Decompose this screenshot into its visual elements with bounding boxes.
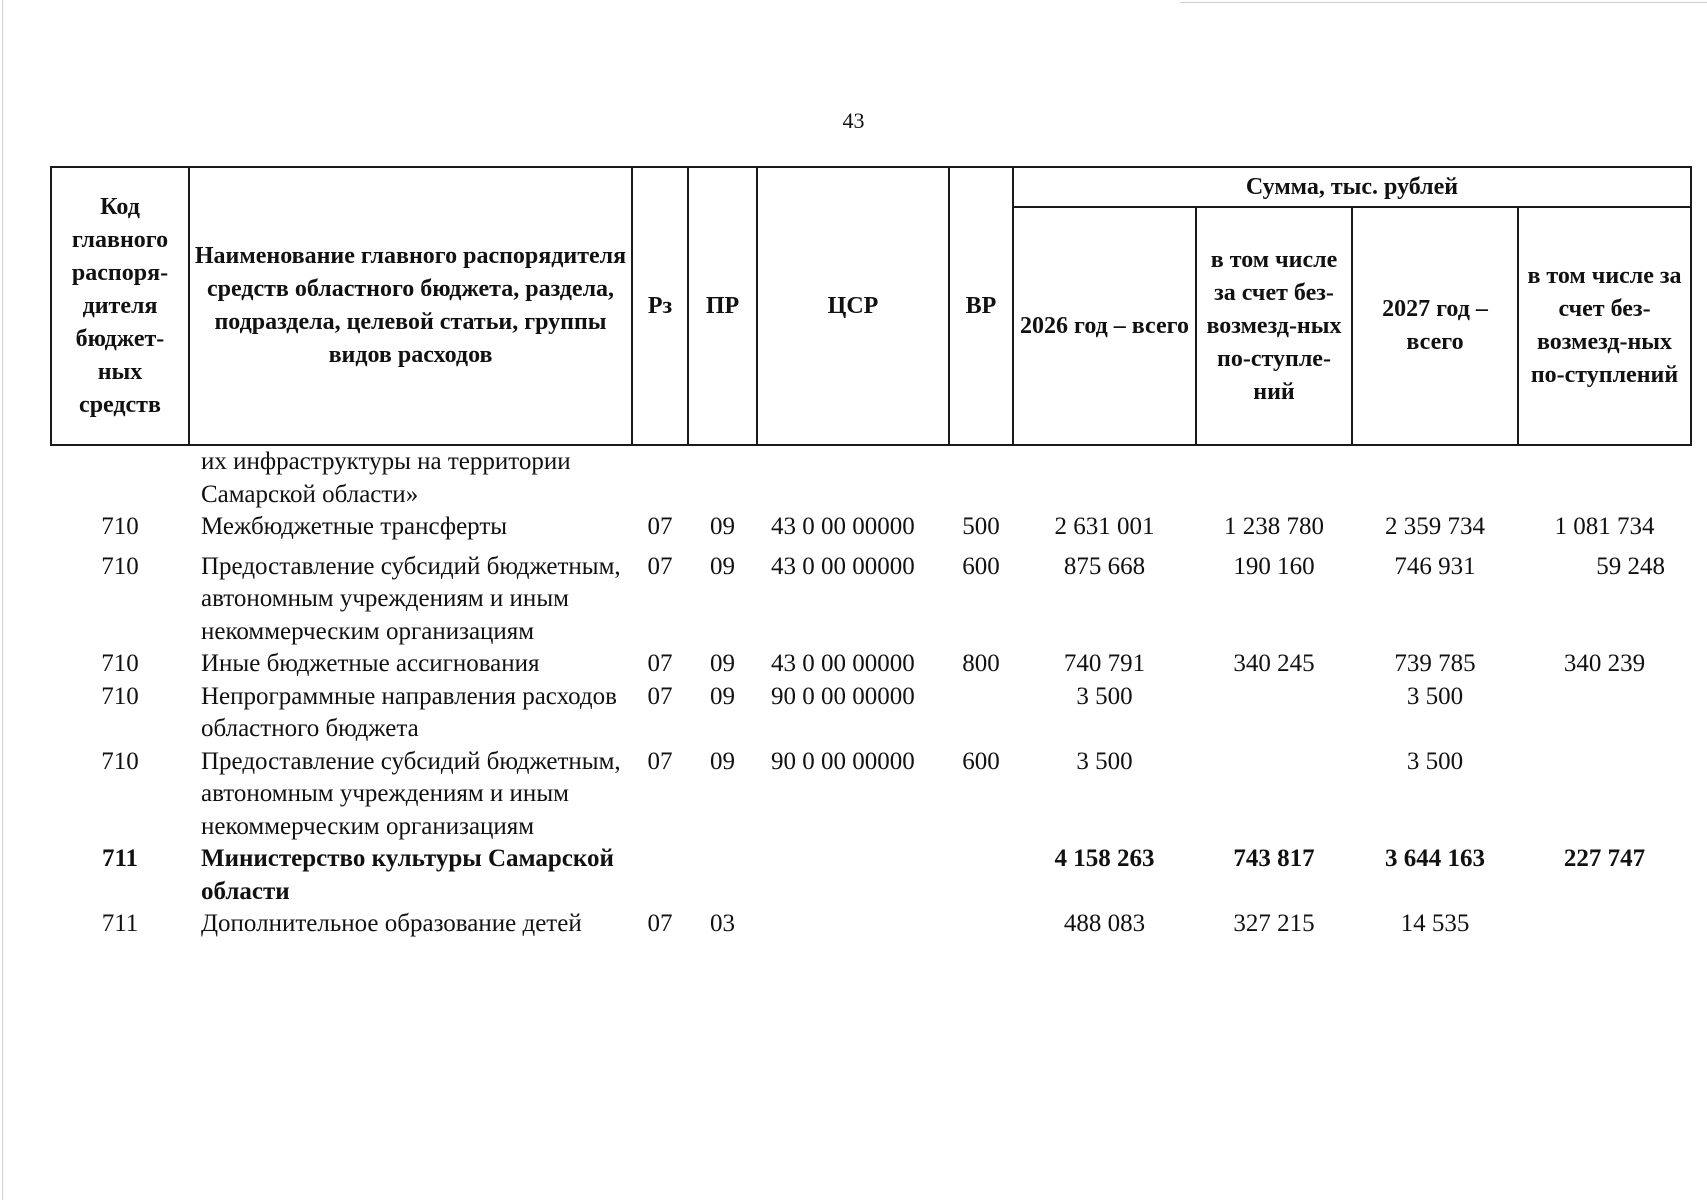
cell-vr	[949, 843, 1013, 908]
cell-csr: 43 0 00 00000	[771, 513, 915, 540]
budget-table	[50, 166, 1692, 941]
header-code: Код главного распоря-дителя бюджет-ных средств	[51, 167, 189, 445]
cell-2027-grants	[1518, 445, 1691, 511]
cell-name: Межбюджетные трансферты	[201, 513, 508, 540]
header-2026-total: 2026 год – всего	[1013, 207, 1196, 445]
cell-code: 710	[101, 552, 139, 580]
cell-2026-grants	[1196, 681, 1352, 746]
cell-2027-total: 14 535	[1400, 910, 1470, 937]
cell-2026-grants: 190 160	[1233, 552, 1315, 580]
cell-2026-total: 4 158 263	[1054, 845, 1155, 872]
cell-pr	[688, 843, 757, 908]
cell-2026-total: 875 668	[1063, 552, 1146, 580]
table-row-ministry	[51, 843, 1691, 908]
cell-2026-total	[1013, 445, 1196, 511]
cell-2026-total: 488 083	[1063, 910, 1146, 937]
cell-name: Непрограммные направления расходов областного бюджета	[201, 682, 617, 742]
cell-2027-grants	[1518, 908, 1691, 941]
cell-code: 711	[101, 845, 139, 872]
cell-rz	[632, 843, 688, 908]
cell-name: Предоставление субсидий бюджетным, автономным учреждениям и иным некоммерческим организациям	[201, 552, 621, 645]
table-row	[51, 746, 1691, 844]
header-sum-group: Сумма, тыс. рублей	[1013, 167, 1691, 207]
cell-pr: 03	[710, 910, 735, 937]
cell-2027-grants: 59 248	[1596, 552, 1666, 580]
cell-name: Министерство культуры Самарской области	[201, 845, 614, 905]
cell-rz: 07	[647, 747, 673, 775]
header-2026-grants: в том числе за счет без-возмезд-ных по-ступле-ний	[1196, 207, 1352, 445]
cell-code	[51, 445, 189, 511]
cell-vr: 500	[962, 513, 1000, 540]
table-row	[51, 511, 1691, 544]
table-row	[51, 544, 1691, 649]
header-name: Наименование главного распорядителя средств областного бюджета, раздела, подраздела, целевой статьи, группы видов расходов	[189, 167, 632, 445]
cell-2027-total	[1352, 445, 1518, 511]
table-row	[51, 681, 1691, 746]
cell-code: 710	[101, 650, 139, 677]
cell-name: их инфраструктуры на территории Самарской области»	[201, 448, 571, 508]
cell-csr	[757, 843, 949, 908]
cell-pr	[688, 445, 757, 511]
cell-2026-grants	[1196, 445, 1352, 511]
cell-csr: 43 0 00 00000	[771, 650, 915, 677]
cell-vr: 800	[962, 650, 1000, 677]
cell-2027-total: 2 359 734	[1385, 513, 1485, 540]
cell-code: 710	[101, 513, 139, 540]
header-rz: Рз	[632, 167, 688, 445]
cell-2027-total: 739 785	[1394, 650, 1476, 677]
cell-2027-total: 3 644 163	[1385, 845, 1485, 872]
cell-csr: 90 0 00 00000	[771, 747, 915, 775]
cell-2027-grants	[1518, 681, 1691, 746]
header-csr: ЦСР	[757, 167, 949, 445]
header-2027-grants: в том числе за счет без-возмезд-ных по-ступлений	[1518, 207, 1691, 445]
cell-2026-total: 3 500	[1076, 682, 1133, 710]
page-number: 43	[842, 108, 865, 133]
cell-2026-total: 740 791	[1063, 650, 1146, 677]
cell-vr: 600	[962, 552, 1000, 580]
cell-name: Иные бюджетные ассигнования	[201, 650, 540, 677]
scan-edge-top	[1180, 2, 1707, 3]
cell-2027-total: 3 500	[1406, 682, 1464, 710]
cell-2027-total: 746 931	[1394, 552, 1476, 580]
header-pr: ПР	[688, 167, 757, 445]
cell-2026-grants	[1196, 746, 1352, 844]
cell-csr: 43 0 00 00000	[771, 552, 915, 580]
cell-2027-grants: 340 239	[1563, 650, 1646, 677]
cell-2026-grants: 327 215	[1233, 910, 1315, 937]
cell-csr: 90 0 00 00000	[771, 682, 915, 710]
cell-pr: 09	[710, 650, 735, 677]
cell-rz: 07	[647, 650, 673, 677]
cell-2026-total: 2 631 001	[1054, 513, 1155, 540]
table-row	[51, 445, 1691, 511]
cell-csr	[757, 908, 949, 941]
cell-2027-grants	[1518, 746, 1691, 844]
cell-2027-grants: 1 081 734	[1554, 513, 1655, 540]
scan-edge-left	[2, 0, 3, 1200]
cell-vr	[949, 445, 1013, 511]
cell-2027-grants: 227 747	[1563, 845, 1646, 872]
cell-pr: 09	[710, 682, 735, 710]
cell-name: Дополнительное образование детей	[201, 910, 582, 937]
cell-pr: 09	[710, 747, 735, 775]
cell-pr: 09	[710, 513, 735, 540]
cell-rz: 07	[647, 513, 673, 540]
cell-code: 711	[101, 910, 139, 937]
cell-vr	[949, 908, 1013, 941]
cell-rz	[632, 445, 688, 511]
table-row	[51, 908, 1691, 941]
cell-name: Предоставление субсидий бюджетным, автономным учреждениям и иным некоммерческим организациям	[201, 747, 621, 840]
table-row	[51, 648, 1691, 681]
cell-2027-total: 3 500	[1406, 747, 1464, 775]
header-vr: ВР	[949, 167, 1013, 445]
cell-csr	[757, 445, 949, 511]
cell-code: 710	[101, 747, 139, 775]
cell-2026-grants: 1 238 780	[1224, 513, 1324, 540]
cell-pr: 09	[710, 552, 735, 580]
cell-vr: 600	[962, 747, 1000, 775]
cell-2026-grants: 743 817	[1233, 845, 1315, 872]
cell-rz: 07	[647, 682, 673, 710]
cell-vr	[949, 681, 1013, 746]
cell-code: 710	[101, 682, 139, 710]
cell-2026-total: 3 500	[1076, 747, 1133, 775]
cell-rz: 07	[647, 910, 673, 937]
cell-rz: 07	[647, 552, 673, 580]
cell-2026-grants: 340 245	[1233, 650, 1315, 677]
header-2027-total: 2027 год – всего	[1352, 207, 1518, 445]
